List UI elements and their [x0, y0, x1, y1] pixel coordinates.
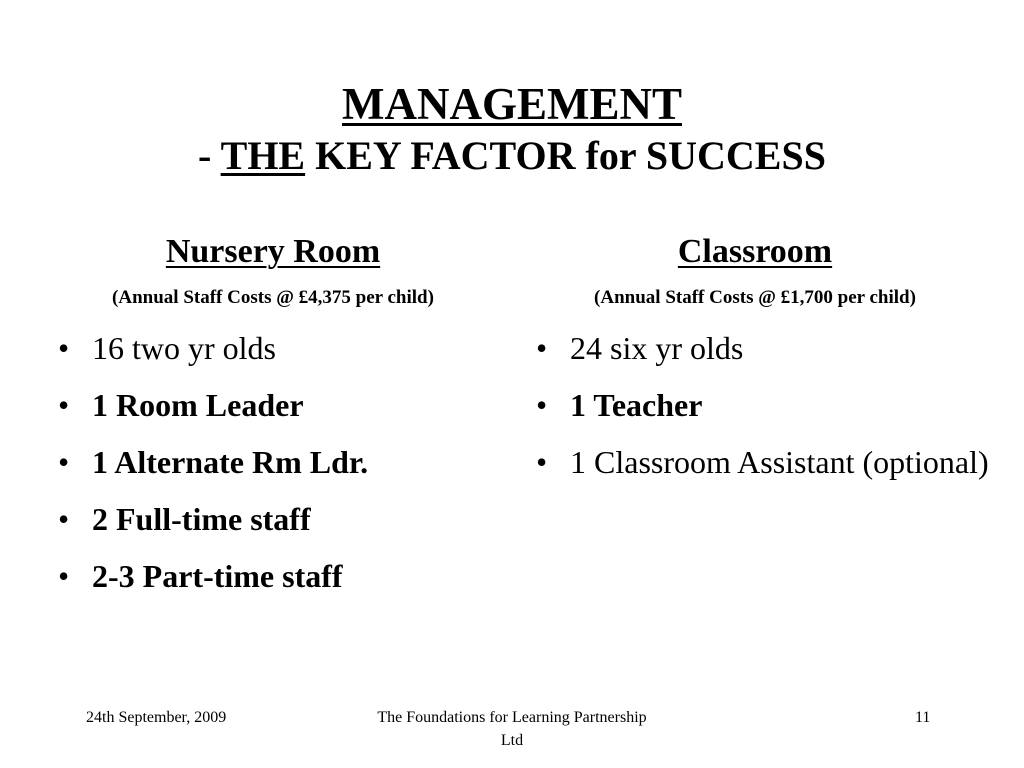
list-item: [518, 382, 992, 428]
list-item: [518, 325, 992, 371]
title-emphasis: THE: [220, 133, 306, 178]
list-item: [40, 553, 506, 599]
footer-date: 24th September, 2009: [86, 709, 227, 726]
list-item: [518, 439, 992, 485]
list-item: [40, 382, 506, 428]
list-item-text: 1 Teacher: [570, 387, 703, 423]
classroom-column: [518, 230, 992, 496]
list-item: [40, 439, 506, 485]
list-item-text: 16 two yr olds: [92, 330, 276, 366]
bullet-icon: •: [58, 558, 70, 594]
nursery-room-heading: Nursery Room: [165, 233, 381, 270]
slide-title: [0, 78, 1024, 180]
bullet-icon: •: [536, 444, 548, 480]
classroom-cost-note: (Annual Staff Costs @ £1,700 per child): [594, 287, 916, 308]
page-number: 11: [915, 709, 931, 726]
bullet-icon: •: [58, 501, 70, 537]
title-rest: KEY FACTOR for SUCCESS: [305, 133, 826, 178]
title-main: MANAGEMENT: [342, 79, 682, 129]
list-item-text: 2-3 Part-time staff: [92, 558, 343, 594]
nursery-room-cost-note: (Annual Staff Costs @ £4,375 per child): [112, 287, 434, 308]
list-item-text: 1 Alternate Rm Ldr.: [92, 444, 369, 480]
title-dash: -: [198, 133, 221, 178]
bullet-icon: •: [58, 330, 70, 366]
list-item-text: 1 Classroom Assistant (optional): [570, 444, 989, 480]
footer-organization: The Foundations for Learning Partnership Ltd: [377, 709, 647, 749]
bullet-icon: •: [536, 387, 548, 423]
classroom-heading: Classroom: [677, 233, 833, 270]
nursery-room-list: [40, 325, 506, 599]
list-item-text: 24 six yr olds: [570, 330, 744, 366]
list-item-text: 2 Full-time staff: [92, 501, 311, 537]
bullet-icon: •: [58, 387, 70, 423]
list-item-text: 1 Room Leader: [92, 387, 304, 423]
list-item: [40, 496, 506, 542]
title-subtitle: [0, 132, 1024, 180]
bullet-icon: •: [58, 444, 70, 480]
nursery-room-column: [40, 230, 506, 610]
classroom-list: [518, 325, 992, 485]
list-item: [40, 325, 506, 371]
bullet-icon: •: [536, 330, 548, 366]
